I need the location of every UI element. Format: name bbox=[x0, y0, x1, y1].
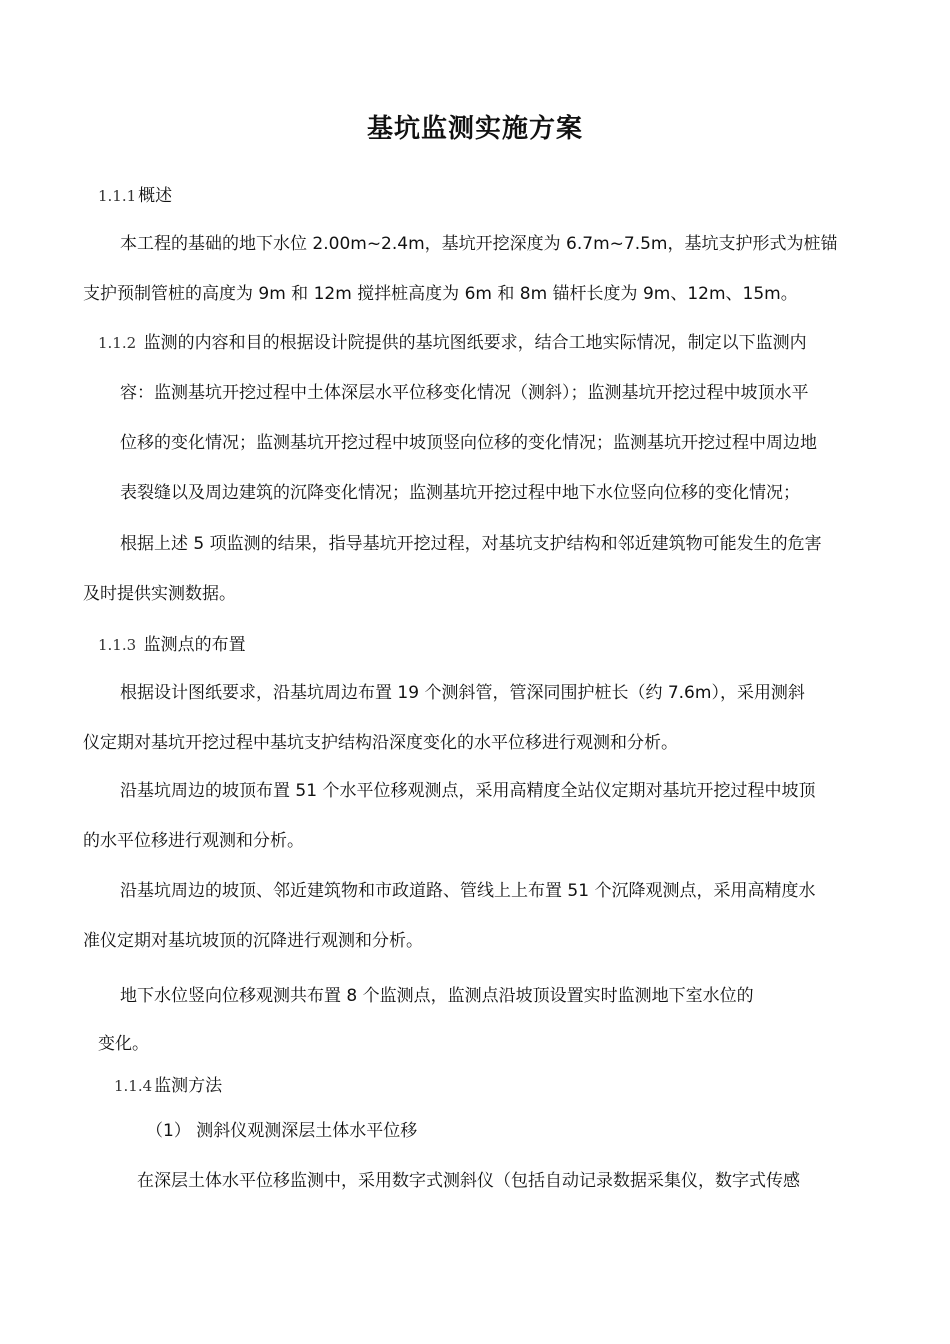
paragraph-line: 的水平位移进行观测和分析。 bbox=[83, 831, 304, 851]
paragraph-line: 在深层土体水平位移监测中，采用数字式测斜仪（包括自动记录数据采集仪，数字式传感 bbox=[137, 1171, 800, 1191]
section-heading-text: 监测的内容和目的根据设计院提供的基坑图纸要求，结合工地实际情况，制定以下监测内 bbox=[138, 333, 807, 353]
section-number: 1.1.3 bbox=[98, 636, 137, 654]
document-title: 基坑监测实施方案 bbox=[366, 114, 583, 144]
section-number: 1.1.4 bbox=[114, 1077, 153, 1095]
paragraph-line: 准仪定期对基坑坡顶的沉降进行观测和分析。 bbox=[83, 931, 423, 951]
section-heading-text: 监测点的布置 bbox=[138, 635, 246, 655]
paragraph-line: 沿基坑周边的坡顶布置 51 个水平位移观测点，采用高精度全站仪定期对基坑开挖过程中坡顶 bbox=[120, 781, 816, 801]
paragraph-line: 根据设计图纸要求，沿基坑周边布置 19 个测斜管，管深同围护桩长（约 7.6m），采用测斜 bbox=[120, 683, 805, 703]
paragraph-line: 支护预制管桩的高度为 9m 和 12m 搅拌桩高度为 6m 和 8m 锚杆长度为 9m、12m、15m。 bbox=[83, 284, 798, 304]
section-heading-1-1-3 bbox=[98, 633, 246, 657]
paragraph-line: 表裂缝以及周边建筑的沉降变化情况；监测基坑开挖过程中地下水位竖向位移的变化情况； bbox=[120, 483, 800, 503]
subsection-heading: （1） 测斜仪观测深层土体水平位移 bbox=[146, 1121, 418, 1141]
paragraph-line: 根据上述 5 项监测的结果，指导基坑开挖过程，对基坑支护结构和邻近建筑物可能发生的危害 bbox=[120, 534, 822, 554]
paragraph-line: 地下水位竖向位移观测共布置 8 个监测点，监测点沿坡顶设置实时监测地下室水位的 bbox=[120, 986, 754, 1006]
section-heading-text: 监测方法 bbox=[154, 1076, 223, 1096]
section-heading-1-1-4 bbox=[114, 1074, 222, 1098]
paragraph-line: 变化。 bbox=[98, 1034, 149, 1054]
section-heading-text: 概述 bbox=[138, 186, 173, 206]
paragraph-line: 本工程的基础的地下水位 2.00m~2.4m，基坑开挖深度为 6.7m~7.5m，基坑支护形式为桩锚 bbox=[120, 234, 838, 254]
section-heading-1-1-1 bbox=[98, 184, 172, 208]
paragraph-line: 及时提供实测数据。 bbox=[83, 584, 236, 604]
paragraph-line: 位移的变化情况；监测基坑开挖过程中坡顶竖向位移的变化情况；监测基坑开挖过程中周边地 bbox=[120, 433, 817, 453]
section-number: 1.1.2 bbox=[98, 334, 137, 352]
paragraph-line: 仪定期对基坑开挖过程中基坑支护结构沿深度变化的水平位移进行观测和分析。 bbox=[83, 733, 678, 753]
section-number: 1.1.1 bbox=[98, 187, 137, 205]
paragraph-line: 沿基坑周边的坡顶、邻近建筑物和市政道路、管线上上布置 51 个沉降观测点，采用高精度水 bbox=[120, 881, 816, 901]
paragraph-line: 容：监测基坑开挖过程中土体深层水平位移变化情况（测斜）；监测基坑开挖过程中坡顶水平 bbox=[120, 383, 809, 403]
section-heading-1-1-2 bbox=[98, 331, 807, 355]
